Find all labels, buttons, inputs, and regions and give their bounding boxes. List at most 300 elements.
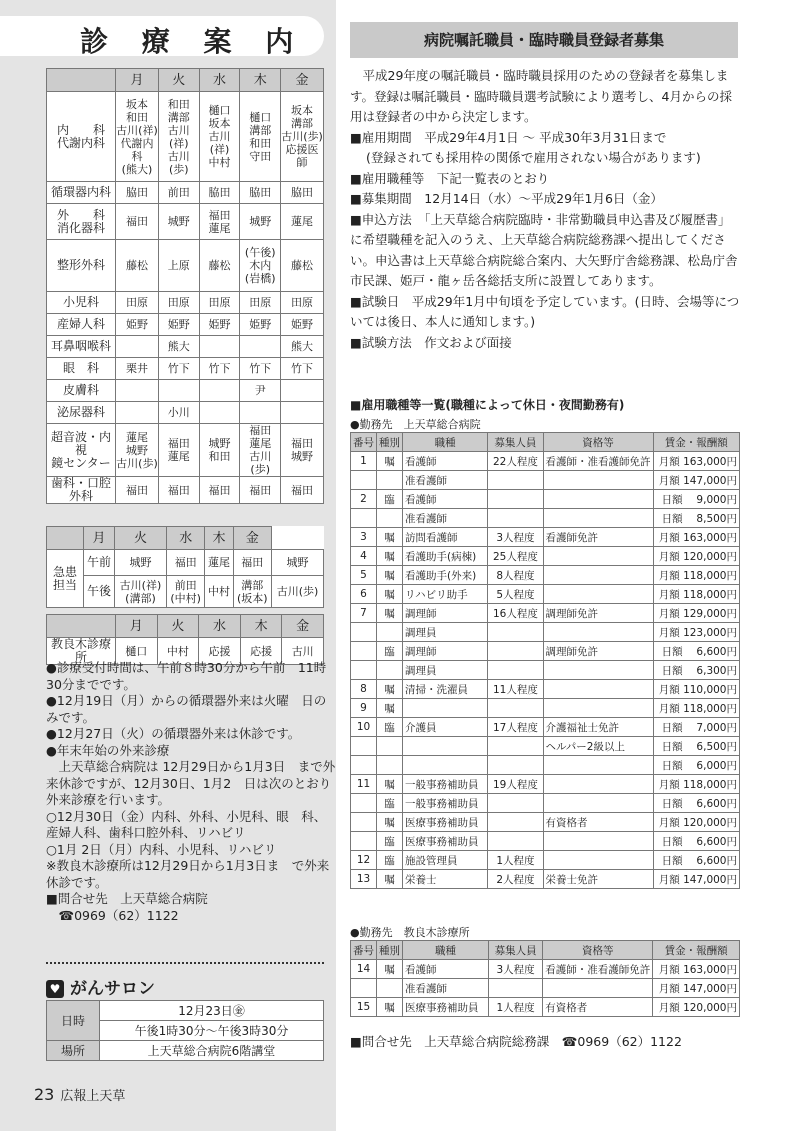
job-name: 准看護師 <box>403 979 489 998</box>
job-name: 看護師 <box>403 960 489 979</box>
job-number: 3 <box>351 528 377 547</box>
doctor-cell: 藤松 <box>281 240 324 292</box>
table-row <box>351 851 740 870</box>
doctor-cell: 熊大 <box>281 336 324 358</box>
doctor-cell: 姫野 <box>199 314 240 336</box>
job-count: 11人程度 <box>488 680 543 699</box>
note-line: ●12月27日（火）の循環器外来は休診です。 <box>46 726 301 741</box>
doctor-cell: 姫野 <box>240 314 281 336</box>
job-kind: 臨 <box>377 642 403 661</box>
job-qualification <box>543 680 653 699</box>
job-name: 清掃・洗濯員 <box>403 680 488 699</box>
table-row <box>47 424 324 477</box>
doctor-cell: 福田 <box>199 477 240 504</box>
doctor-cell <box>116 402 159 424</box>
column-header: 種別 <box>377 941 403 960</box>
job-name: 調理員 <box>403 661 488 680</box>
job-count <box>488 794 543 813</box>
job-name <box>403 756 488 775</box>
job-qualification: 有資格者 <box>543 998 653 1017</box>
doctor-cell: 福田 <box>281 477 324 504</box>
job-qualification: 看護師免許 <box>543 528 653 547</box>
table-row <box>47 314 324 336</box>
date-label: 日時 <box>47 1001 100 1041</box>
job-count: 1人程度 <box>488 851 543 870</box>
note-line: ※教良木診療所は12月29日から1月3日ま で外来休診です。 <box>46 858 330 890</box>
doctor-cell: 前田 (中村) <box>166 576 205 608</box>
table-row <box>351 585 740 604</box>
doctor-cell: 福田 <box>233 550 272 576</box>
job-pay: 日額 6,000円 <box>653 756 739 775</box>
doctor-cell: 福田 城野 <box>281 424 324 477</box>
doctor-cell: 福田 <box>240 477 281 504</box>
doctor-cell: 姫野 <box>281 314 324 336</box>
job-number: 1 <box>351 452 377 471</box>
doctor-cell: 樋口 溝部 和田 守田 <box>240 92 281 182</box>
schedule-title: 診 療 案 内 <box>80 25 306 58</box>
recruit-paragraph: ■申込方法 「上天草総合病院臨時・非常勤職員申込書及び履歴書」に希望職種を記入のうえ、上天草総合病院総務課へ提出してください。申込書は上天草総合病院総合案内、大矢野庁舎総務課、松島庁舎市民課、姫戸・龍ヶ岳各総括支所に設置してあります。 <box>350 211 738 288</box>
job-kind: 臨 <box>377 490 403 509</box>
job-number <box>351 794 377 813</box>
job-kind <box>377 509 403 528</box>
date: 12月23日㊎ <box>100 1001 324 1021</box>
doctor-cell: 上原 <box>158 240 199 292</box>
job-count <box>488 490 543 509</box>
job-count: 5人程度 <box>488 585 543 604</box>
job-count: 22人程度 <box>488 452 543 471</box>
job-count <box>488 737 543 756</box>
doctor-cell: 樋口 <box>116 638 158 665</box>
job-kind: 嘱 <box>377 699 403 718</box>
job-kind: 嘱 <box>377 604 403 623</box>
job-number <box>351 471 377 490</box>
job-pay: 月額 163,000円 <box>653 452 739 471</box>
doctor-cell: 小川 <box>158 402 199 424</box>
job-pay: 月額 120,000円 <box>653 998 740 1017</box>
department-name: 超音波・内視 鏡センター <box>47 424 116 477</box>
job-number <box>351 661 377 680</box>
table-row <box>47 402 324 424</box>
table-row <box>351 547 740 566</box>
doctor-cell: 福田 <box>116 204 159 240</box>
recruit-paragraph: ■募集期間 12月14日（水）～平成29年1月6日（金） <box>350 191 663 206</box>
job-kind: 臨 <box>377 794 403 813</box>
job-kind: 嘱 <box>377 452 403 471</box>
column-header: 職種 <box>403 433 488 452</box>
department-name: 整形外科 <box>47 240 116 292</box>
job-name: 調理員 <box>403 623 488 642</box>
table-row <box>351 699 740 718</box>
doctor-cell <box>158 380 199 402</box>
job-pay: 日額 6,500円 <box>653 737 739 756</box>
job-name: 施設管理員 <box>403 851 488 870</box>
job-name <box>403 699 488 718</box>
doctor-cell: 城野 和田 <box>199 424 240 477</box>
footer <box>34 1085 125 1104</box>
job-number <box>351 642 377 661</box>
doctor-cell: 竹下 <box>199 358 240 380</box>
doctor-cell: 溝部 (坂本) <box>233 576 272 608</box>
doctor-cell: 福田 <box>166 550 205 576</box>
recruit-paragraph: ■雇用期間 平成29年4月1日 ～ 平成30年3月31日まで <box>350 129 667 145</box>
job-count: 8人程度 <box>488 566 543 585</box>
recruit-contact: ■問合せ先 上天草総合病院総務課 ☎0969（62）1122 <box>350 1034 682 1049</box>
day-header: 月 <box>116 69 159 92</box>
job-pay: 月額 118,000円 <box>653 699 739 718</box>
column-header: 募集人員 <box>488 433 543 452</box>
doctor-cell: 前田 <box>158 182 199 204</box>
recruit-paragraph: ■雇用職種等 下記一覧表のとおり <box>350 170 550 186</box>
doctor-cell: 蓮尾 <box>205 550 233 576</box>
column-header: 賃金・報酬額 <box>653 433 739 452</box>
job-count: 1人程度 <box>488 998 542 1017</box>
doctor-cell <box>240 336 281 358</box>
table-row <box>351 490 740 509</box>
gan-salon-table <box>46 1000 324 1061</box>
doctor-cell <box>240 402 281 424</box>
table-row <box>351 509 740 528</box>
table-row <box>351 471 740 490</box>
job-kind: 嘱 <box>377 813 403 832</box>
job-pay: 月額 147,000円 <box>653 471 739 490</box>
table-row <box>47 92 324 182</box>
doctor-cell: 尹 <box>240 380 281 402</box>
column-header: 資格等 <box>543 433 653 452</box>
doctor-cell <box>199 380 240 402</box>
day-header: 木 <box>240 615 282 638</box>
job-kind: 嘱 <box>377 775 403 794</box>
doctor-cell: 古川 <box>282 638 324 665</box>
job-kind: 嘱 <box>377 547 403 566</box>
day-header: 水 <box>199 69 240 92</box>
job-qualification <box>543 547 653 566</box>
recruit-paragraph: (登録されても採用枠の関係で雇用されない場合があります) <box>366 150 701 165</box>
job-kind: 嘱 <box>377 960 403 979</box>
job-qualification <box>543 794 653 813</box>
job-count: 17人程度 <box>488 718 543 737</box>
job-qualification <box>543 509 653 528</box>
table-row <box>47 380 324 402</box>
doctor-cell: 福田 蓮尾 古川(歩) <box>240 424 281 477</box>
job-kind <box>377 661 403 680</box>
day-header: 水 <box>166 527 205 550</box>
job-kind: 嘱 <box>377 870 403 889</box>
job-number <box>351 979 377 998</box>
doctor-cell: 和田 溝部 古川(祥) 古川(歩) <box>158 92 199 182</box>
table-row <box>351 813 740 832</box>
table-row <box>47 204 324 240</box>
doctor-cell <box>116 380 159 402</box>
doctor-cell <box>281 380 324 402</box>
doctor-cell: 脇田 <box>116 182 159 204</box>
job-number: 12 <box>351 851 377 870</box>
job-kind: 嘱 <box>377 680 403 699</box>
job-number <box>351 756 377 775</box>
doctor-cell: 竹下 <box>281 358 324 380</box>
job-name: 調理師 <box>403 642 488 661</box>
doctor-cell <box>199 336 240 358</box>
job-name: 介護員 <box>403 718 488 737</box>
department-name: 皮膚科 <box>47 380 116 402</box>
doctor-cell: 脇田 <box>199 182 240 204</box>
note-line: ■問合せ先 上天草総合病院 <box>46 891 208 906</box>
job-kind: 嘱 <box>377 528 403 547</box>
job-name: 訪問看護師 <box>403 528 488 547</box>
job-number: 14 <box>351 960 377 979</box>
doctor-cell: 田原 <box>116 292 159 314</box>
job-pay: 日額 6,600円 <box>653 851 739 870</box>
job-kind <box>377 979 403 998</box>
job-pay: 日額 9,000円 <box>653 490 739 509</box>
job-qualification: 栄養士免許 <box>543 870 653 889</box>
doctor-cell: 応援 <box>240 638 282 665</box>
job-name: 医療事務補助員 <box>403 813 488 832</box>
note-line: ●年末年始の外来診療 <box>46 742 170 758</box>
day-header: 月 <box>116 615 158 638</box>
table-row <box>351 794 740 813</box>
table-row <box>351 870 740 889</box>
department-name: 耳鼻咽喉科 <box>47 336 116 358</box>
table-row <box>47 336 324 358</box>
job-pay: 月額 118,000円 <box>653 775 739 794</box>
job-qualification <box>543 979 653 998</box>
doctor-cell: 竹下 <box>240 358 281 380</box>
department-name: 歯科・口腔外科 <box>47 477 116 504</box>
table-row <box>351 680 740 699</box>
doctor-cell: 古川(祥) (溝部) <box>115 576 167 608</box>
job-count <box>488 509 543 528</box>
job-qualification <box>543 699 653 718</box>
job-count <box>488 471 543 490</box>
job-pay: 月額 163,000円 <box>653 960 740 979</box>
column-header: 番号 <box>351 941 377 960</box>
job-number: 8 <box>351 680 377 699</box>
job-count <box>488 623 543 642</box>
day-header: 火 <box>158 69 199 92</box>
note-line: ●12月19日（月）からの循環器外来は火曜 日のみです。 <box>46 693 327 725</box>
table-row <box>351 960 740 979</box>
doctor-cell: 中村 <box>157 638 199 665</box>
job-number: 10 <box>351 718 377 737</box>
job-number: 6 <box>351 585 377 604</box>
pm-label: 午後 <box>84 576 115 608</box>
job-name: 医療事務補助員 <box>403 832 488 851</box>
job-number <box>351 832 377 851</box>
job-name: 医療事務補助員 <box>403 998 489 1017</box>
job-pay: 月額 120,000円 <box>653 813 739 832</box>
job-qualification <box>543 851 653 870</box>
notes <box>46 660 336 924</box>
job-name: 栄養士 <box>403 870 488 889</box>
job-count: 25人程度 <box>488 547 543 566</box>
job-qualification <box>543 471 653 490</box>
column-header: 募集人員 <box>488 941 542 960</box>
job-kind: 嘱 <box>377 585 403 604</box>
clinic-name: 教良木診療所 <box>47 638 116 665</box>
doctor-cell: 竹下 <box>158 358 199 380</box>
job-qualification: 看護師・准看護師免許 <box>543 452 653 471</box>
job-qualification: 看護師・准看護師免許 <box>543 960 653 979</box>
doctor-cell: 古川(歩) <box>272 576 324 608</box>
recruit-paragraph: ■試験方法 作文および面接 <box>350 334 512 350</box>
doctor-cell: 城野 <box>240 204 281 240</box>
heart-icon: ♥ <box>46 980 64 998</box>
note-line: ●診療受付時間は、午前８時30分から午前 11時30分までです。 <box>46 660 327 692</box>
job-pay: 月額 120,000円 <box>653 547 739 566</box>
doctor-cell: 田原 <box>281 292 324 314</box>
note-line: ○12月30日（金）内科、外科、小児科、眼 科、産婦人科、歯科口腔外科、リハビリ <box>46 808 327 840</box>
job-kind: 臨 <box>377 851 403 870</box>
doctor-cell: 応援 <box>199 638 241 665</box>
job-name: 准看護師 <box>403 471 488 490</box>
job-number: 15 <box>351 998 377 1017</box>
job-count: 19人程度 <box>488 775 543 794</box>
header-cell <box>47 615 116 638</box>
emergency-label: 急患 担当 <box>47 550 84 608</box>
jobs-table-1 <box>350 432 740 889</box>
job-pay: 月額 123,000円 <box>653 623 739 642</box>
job-name: 看護師 <box>403 490 488 509</box>
doctor-cell <box>281 402 324 424</box>
column-header: 種別 <box>377 433 403 452</box>
job-number <box>351 813 377 832</box>
doctor-cell: 姫野 <box>116 314 159 336</box>
header-cell <box>47 527 84 550</box>
doctor-cell: 田原 <box>199 292 240 314</box>
job-qualification <box>543 756 653 775</box>
job-qualification <box>543 585 653 604</box>
job-qualification: 介護福祉士免許 <box>543 718 653 737</box>
job-count: 3人程度 <box>488 528 543 547</box>
table-row <box>351 604 740 623</box>
job-pay: 月額 147,000円 <box>653 870 739 889</box>
department-name: 内 科 代謝内科 <box>47 92 116 182</box>
job-pay: 月額 118,000円 <box>653 585 739 604</box>
job-qualification <box>543 832 653 851</box>
doctor-cell: 中村 <box>205 576 233 608</box>
job-count: 2人程度 <box>488 870 543 889</box>
job-count <box>488 756 543 775</box>
column-header: 賃金・報酬額 <box>653 941 740 960</box>
department-name: 眼 科 <box>47 358 116 380</box>
time: 午後1時30分～午後3時30分 <box>100 1021 324 1041</box>
job-pay: 月額 110,000円 <box>653 680 739 699</box>
am-label: 午前 <box>84 550 115 576</box>
job-kind <box>377 471 403 490</box>
table-row <box>351 452 740 471</box>
jobs-table-2 <box>350 940 740 1017</box>
doctor-cell: 城野 <box>272 550 324 576</box>
job-count <box>488 661 543 680</box>
job-count <box>488 832 543 851</box>
recruit-paragraph: 平成29年度の嘱託職員・臨時職員採用のための登録者を募集します。登録は嘱託職員・臨時職員選考試験により選考し、4月からの採用は登録者の中から決定します。 <box>350 68 732 124</box>
job-count: 3人程度 <box>488 960 542 979</box>
place-label: 場所 <box>47 1041 100 1061</box>
recruit-paragraph: ■試験日 平成29年1月中旬頃を予定しています。(日時、会場等については後日、本人に通知します。) <box>350 293 740 329</box>
doctor-cell: 福田 蓮尾 <box>199 204 240 240</box>
kyoraki-table <box>46 614 324 665</box>
job-number: 11 <box>351 775 377 794</box>
job-number <box>351 737 377 756</box>
job-number: 7 <box>351 604 377 623</box>
job-name: 看護助手(病棟) <box>403 547 488 566</box>
job-qualification: 有資格者 <box>543 813 653 832</box>
note-line: ○1月 2日（月）内科、小児科、リハビリ <box>46 841 277 857</box>
job-qualification <box>543 623 653 642</box>
day-header: 水 <box>199 615 241 638</box>
table-row <box>351 979 740 998</box>
doctor-cell: 藤松 <box>116 240 159 292</box>
divider <box>46 962 324 964</box>
doctor-cell: 蓮尾 城野 古川(歩) <box>116 424 159 477</box>
department-name: 小児科 <box>47 292 116 314</box>
job-count <box>488 813 543 832</box>
column-header: 番号 <box>351 433 377 452</box>
doctor-cell: 藤松 <box>199 240 240 292</box>
table-row <box>351 566 740 585</box>
job-pay: 月額 129,000円 <box>653 604 739 623</box>
job-name: 准看護師 <box>403 509 488 528</box>
job-qualification <box>543 775 653 794</box>
column-header: 職種 <box>403 941 489 960</box>
table-row <box>47 358 324 380</box>
day-header: 木 <box>240 69 281 92</box>
doctor-cell: 田原 <box>240 292 281 314</box>
doctor-cell: 蓮尾 <box>281 204 324 240</box>
doctor-cell <box>116 336 159 358</box>
job-kind: 嘱 <box>377 566 403 585</box>
doctor-cell: 福田 <box>158 477 199 504</box>
job-number <box>351 509 377 528</box>
doctor-cell: 福田 <box>116 477 159 504</box>
job-name: 一般事務補助員 <box>403 775 488 794</box>
job-count <box>488 979 542 998</box>
job-qualification <box>543 490 653 509</box>
page-number: 23 <box>34 1085 55 1104</box>
doctor-cell <box>199 402 240 424</box>
note-line: ☎0969（62）1122 <box>46 907 179 923</box>
schedule-table <box>46 68 324 504</box>
workplace-2: ●勤務先 教良木診療所 <box>350 926 470 939</box>
job-name: 調理師 <box>403 604 488 623</box>
job-number: 5 <box>351 566 377 585</box>
doctor-cell: 樋口 坂本 古川(祥) 中村 <box>199 92 240 182</box>
job-name: 看護助手(外来) <box>403 566 488 585</box>
job-number: 9 <box>351 699 377 718</box>
department-name: 産婦人科 <box>47 314 116 336</box>
job-kind <box>377 623 403 642</box>
place: 上天草総合病院6階講堂 <box>100 1041 324 1061</box>
job-number: 2 <box>351 490 377 509</box>
workplace-1: ●勤務先 上天草総合病院 <box>350 418 481 431</box>
day-header: 金 <box>281 69 324 92</box>
job-kind: 臨 <box>377 718 403 737</box>
job-count <box>488 699 543 718</box>
job-qualification <box>543 661 653 680</box>
doctor-cell: 城野 <box>158 204 199 240</box>
doctor-cell: 城野 <box>115 550 167 576</box>
department-name: 循環器内科 <box>47 182 116 204</box>
gan-salon-title: がんサロン <box>70 979 155 999</box>
table-row <box>47 240 324 292</box>
job-kind <box>377 756 403 775</box>
day-header: 火 <box>115 527 167 550</box>
job-pay: 日額 8,500円 <box>653 509 739 528</box>
job-pay: 日額 6,600円 <box>653 832 739 851</box>
recruit-body <box>350 66 742 353</box>
table-row <box>351 832 740 851</box>
doctor-cell: 田原 <box>158 292 199 314</box>
